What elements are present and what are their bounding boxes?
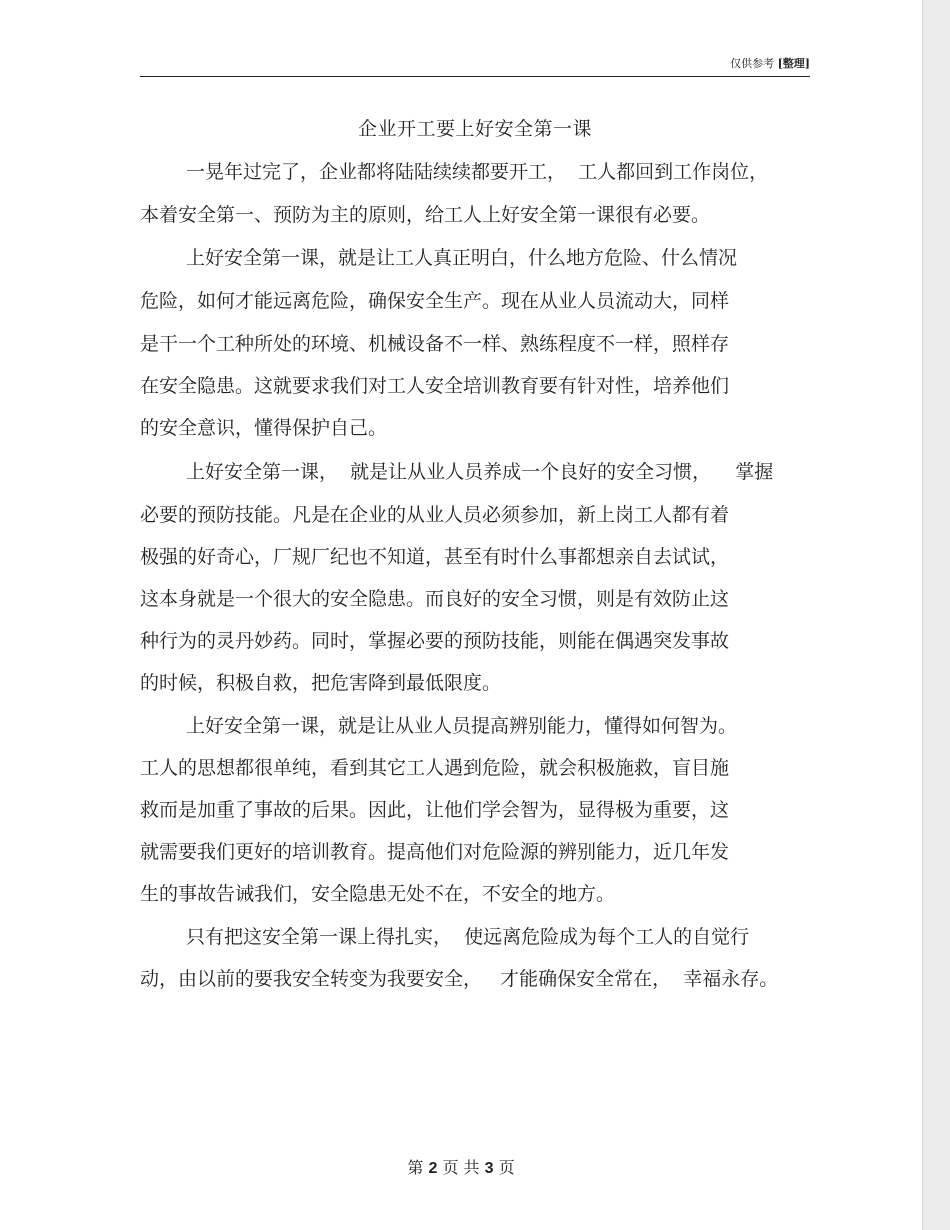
body-line: 上好安全第一课，就是让工人真正明白，什么地方危险、什么情况 xyxy=(186,247,738,269)
footer-suffix: 页 xyxy=(498,1158,515,1177)
total-page-number: 3 xyxy=(484,1160,494,1177)
body-line: 救而是加重了事故的后果。因此，让他们学会智为，显得极为重要，这 xyxy=(140,799,730,821)
header-bracket: [整理] xyxy=(777,57,810,70)
body-line: 生的事故告诫我们，安全隐患无处不在，不安全的地方。 xyxy=(140,883,616,905)
body-line: 上好安全第一课， 就是让从业人员养成一个良好的安全习惯， 掌握 xyxy=(186,461,774,483)
body-line: 种行为的灵丹妙药。同时，掌握必要的预防技能，则能在偶遇突发事故 xyxy=(140,630,730,652)
footer-middle: 页 共 xyxy=(442,1158,480,1177)
body-line: 是干一个工种所处的环境、机械设备不一样、熟练程度不一样，照样存 xyxy=(140,333,730,355)
body-line: 的时候，积极自救，把危害降到最低限度。 xyxy=(140,672,502,694)
current-page-number: 2 xyxy=(428,1160,438,1177)
footer-prefix: 第 xyxy=(407,1158,424,1177)
body-line: 在安全隐患。这就要求我们对工人安全培训教育要有针对性，培养他们 xyxy=(140,375,730,397)
header-text: 仅供参考 xyxy=(730,57,775,70)
body-line: 只有把这安全第一课上得扎实， 使远离危险成为每个工人的自觉行 xyxy=(186,926,750,948)
page-header xyxy=(140,56,810,77)
body-line: 的安全意识，懂得保护自己。 xyxy=(140,417,388,439)
body-line: 危险，如何才能远离危险，确保安全生产。现在从业人员流动大，同样 xyxy=(140,290,730,312)
body-line: 本着安全第一、预防为主的原则，给工人上好安全第一课很有必要。 xyxy=(140,204,711,226)
body-line: 就需要我们更好的培训教育。提高他们对危险源的辨别能力，近几年发 xyxy=(140,841,730,863)
body-line: 工人的思想都很单纯，看到其它工人遇到危险，就会积极施救，盲目施 xyxy=(140,757,730,779)
body-line: 这本身就是一个很大的安全隐患。而良好的安全习惯，则是有效防止这 xyxy=(140,588,730,610)
body-line: 一晃年过完了，企业都将陆陆续续都要开工， 工人都回到工作岗位， xyxy=(186,161,769,183)
body-line: 动，由以前的要我安全转变为我要安全， 才能确保安全常在， 幸福永存。 xyxy=(140,968,779,990)
body-line: 必要的预防技能。凡是在企业的从业人员必须参加，新上岗工人都有着 xyxy=(140,504,730,526)
document-title: 企业开工要上好安全第一课 xyxy=(357,118,592,140)
page-footer xyxy=(0,1155,922,1178)
body-line: 极强的好奇心，厂规厂纪也不知道，甚至有时什么事都想亲自去试试， xyxy=(140,546,730,568)
body-line: 上好安全第一课，就是让从业人员提高辨别能力，懂得如何智为。 xyxy=(186,715,738,737)
